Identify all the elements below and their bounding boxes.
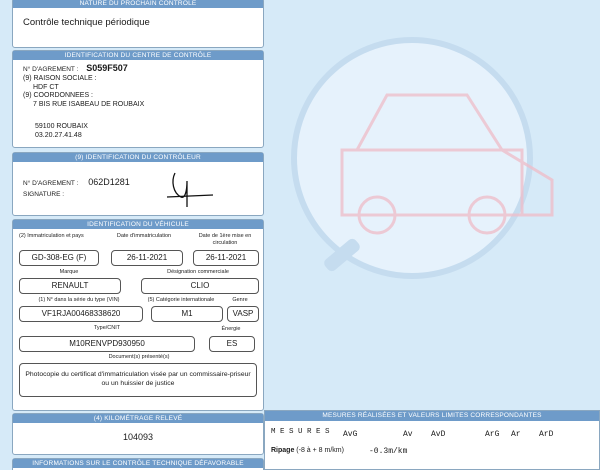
ripage-range: (-8 à + 8 m/km): [296, 447, 344, 454]
section-header: IDENTIFICATION DU CENTRE DE CONTRÔLE: [13, 51, 263, 60]
categorie-field: M1: [151, 306, 223, 322]
date-immat-label: Date d'immatriculation: [116, 233, 172, 239]
section-header: (4) KILOMÉTRAGE RELEVÉ: [13, 414, 263, 423]
date-first-field: 26-11-2021: [193, 250, 259, 266]
marque-label: Marque: [59, 269, 79, 275]
section-header: (9) IDENTIFICATION DU CONTRÔLEUR: [13, 153, 263, 162]
coord-label: (9) COORDONNEES :: [23, 92, 94, 99]
col-av: Av: [403, 430, 413, 439]
defavorable-section: [12, 458, 264, 470]
col-avd: AvD: [431, 430, 446, 439]
vehicule-section: [12, 219, 264, 411]
mesures-title: M E S U R E S: [271, 428, 330, 436]
designation-label: Désignation commerciale: [167, 269, 229, 275]
centre-agrement-value: S059F507: [86, 63, 128, 73]
genre-label: Genre: [232, 297, 248, 303]
signature-image: [163, 167, 223, 211]
section-header: NATURE DU PROCHAIN CONTROLE: [13, 0, 263, 8]
documents-label: Document(s) présenté(s): [108, 354, 170, 360]
magnifier-car-watermark: [262, 0, 600, 310]
vin-field: VF1RJA00468338620: [19, 306, 143, 322]
controleur-agrement-value: 062D1281: [88, 177, 130, 187]
date-immat-field: 26-11-2021: [111, 250, 183, 266]
kilometrage-section: [12, 413, 264, 455]
col-avg: AvG: [343, 430, 358, 439]
designation-field: CLIO: [141, 278, 259, 294]
section-header: INFORMATIONS SUR LE CONTRÔLE TECHNIQUE DÉFAVORABLE: [13, 459, 263, 468]
col-ard: ArD: [539, 430, 554, 439]
immat-label: (2) Immatriculation et pays: [19, 233, 84, 239]
controleur-agrement-label: N° D'AGREMENT :: [23, 180, 79, 187]
type-field: M10RENVPD930950: [19, 336, 195, 352]
section-header: MESURES RÉALISÉES ET VALEURS LIMITES CORRESPONDANTES: [265, 411, 599, 421]
raison-label: (9) RAISON SOCIALE :: [23, 75, 97, 82]
centre-agrement-label: N° D'AGREMENT :: [23, 66, 79, 73]
signature-label: SIGNATURE :: [23, 191, 65, 198]
date-first-label: Date de 1ère mise en circulation: [198, 233, 252, 246]
col-ar: Ar: [511, 430, 521, 439]
marque-field: RENAULT: [19, 278, 121, 294]
address-line-2: 59100 ROUBAIX: [35, 123, 88, 130]
type-label: Type/CNIT: [93, 325, 121, 331]
raison-value: HDF CT: [33, 83, 59, 91]
vin-label: (1) N° dans la série du type (VIN): [38, 297, 120, 303]
energie-field: ES: [209, 336, 255, 352]
next-control-value: Contrôle technique périodique: [23, 17, 150, 28]
phone: 03.20.27.41.48: [35, 132, 82, 139]
ripage-value: -0.3m/km: [369, 447, 408, 456]
controleur-section: [12, 152, 264, 216]
genre-field: VASP: [227, 306, 259, 322]
categorie-label: (5) Catégorie internationale: [147, 297, 215, 303]
immat-field: GD-308-EG (F): [19, 250, 99, 266]
ripage-label: Ripage: [271, 447, 295, 454]
energie-label: Énergie: [221, 326, 241, 332]
address-line-1: 7 BIS RUE ISABEAU DE ROUBAIX: [33, 100, 145, 108]
centre-section: [12, 50, 264, 148]
kilometrage-value: 104093: [122, 432, 154, 442]
mesures-section: [264, 410, 600, 470]
next-control-section: [12, 0, 264, 48]
col-arg: ArG: [485, 430, 500, 439]
documents-field: Photocopie du certificat d'immatriculation visée par un commissaire-priseur ou un huissier de justice: [19, 363, 257, 397]
section-header: IDENTIFICATION DU VÉHICULE: [13, 220, 263, 229]
